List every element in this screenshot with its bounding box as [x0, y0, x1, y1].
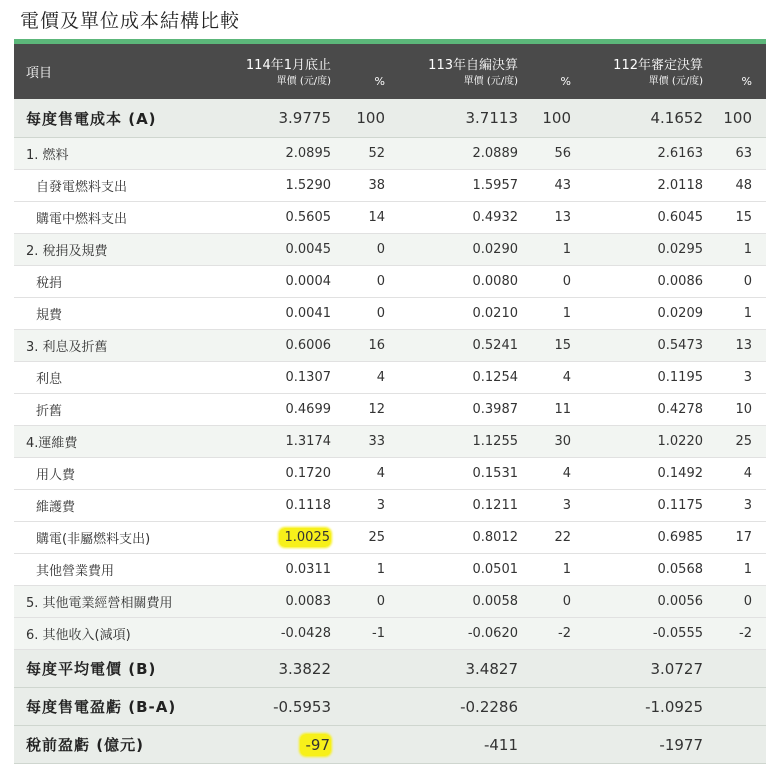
row-value-col3: 0.1195: [585, 362, 715, 394]
row-value-col3: 0.5473: [585, 330, 715, 362]
row-value-col3: 2.6163: [585, 138, 715, 170]
header-col3: [585, 44, 715, 99]
table-row: [14, 586, 766, 618]
row-value-col2: -411: [399, 726, 530, 764]
table-row: [14, 266, 766, 298]
row-pct-col1: -1: [343, 618, 399, 650]
row-pct-col1: 3: [343, 490, 399, 522]
row-value-col1: 0.0083: [221, 586, 343, 618]
row-label: 2. 稅捐及規費: [14, 234, 221, 266]
row-label: 維護費: [14, 490, 221, 522]
row-pct-col2: 15: [530, 330, 585, 362]
row-pct-col2: 13: [530, 202, 585, 234]
row-value-col1: 0.1118: [221, 490, 343, 522]
row-pct-col1: [343, 650, 399, 688]
row-pct-col2: [530, 688, 585, 726]
row-pct-col1: 33: [343, 426, 399, 458]
row-pct-col3: 100: [715, 99, 766, 138]
row-value-col2: 3.4827: [399, 650, 530, 688]
table-row: [14, 234, 766, 266]
header-col1-period: 114年1月底止: [245, 58, 331, 73]
row-pct-col2: 0: [530, 586, 585, 618]
row-pct-col2: -2: [530, 618, 585, 650]
row-pct-col1: 25: [343, 522, 399, 554]
row-value-col3: 0.1175: [585, 490, 715, 522]
row-value-col2: 2.0889: [399, 138, 530, 170]
row-pct-col3: 3: [715, 362, 766, 394]
row-pct-col3: 48: [715, 170, 766, 202]
row-value-col3: 0.0056: [585, 586, 715, 618]
row-pct-col1: [343, 726, 399, 764]
row-pct-col2: 0: [530, 266, 585, 298]
row-pct-col1: 0: [343, 266, 399, 298]
row-value-col3: 0.4278: [585, 394, 715, 426]
row-value-col3: 1.0220: [585, 426, 715, 458]
row-pct-col2: 1: [530, 234, 585, 266]
row-value-col1: 0.4699: [221, 394, 343, 426]
row-pct-col3: 13: [715, 330, 766, 362]
row-value-col2: 1.1255: [399, 426, 530, 458]
row-value-col1: 0.0041: [221, 298, 343, 330]
header-col1-unit: 單價 (元/度): [276, 76, 331, 87]
row-value-col2: 0.0210: [399, 298, 530, 330]
table-row: [14, 170, 766, 202]
row-pct-col2: 1: [530, 554, 585, 586]
row-label: 稅捐: [14, 266, 221, 298]
row-label: 自發電燃料支出: [14, 170, 221, 202]
row-pct-col1: 0: [343, 234, 399, 266]
header-item: 項目: [14, 44, 221, 99]
row-label: 5. 其他電業經營相關費用: [14, 586, 221, 618]
row-value-col3: 3.0727: [585, 650, 715, 688]
row-pct-col3: 3: [715, 490, 766, 522]
row-value-col1: 0.0045: [221, 234, 343, 266]
row-pct-col2: 4: [530, 458, 585, 490]
row-value-col3: 0.0295: [585, 234, 715, 266]
row-pct-col2: 43: [530, 170, 585, 202]
row-pct-col1: 0: [343, 298, 399, 330]
row-label: 每度售電盈虧 (B-A): [14, 688, 221, 726]
row-label: 購電(非屬燃料支出): [14, 522, 221, 554]
table-row: [14, 490, 766, 522]
row-value-col1: 0.0311: [221, 554, 343, 586]
row-pct-col3: 0: [715, 586, 766, 618]
row-pct-col1: 1: [343, 554, 399, 586]
table-row: [14, 202, 766, 234]
table-row: [14, 99, 766, 138]
header-col3-unit: 單價 (元/度): [648, 76, 703, 87]
row-pct-col2: 100: [530, 99, 585, 138]
row-value-col2: 0.4932: [399, 202, 530, 234]
row-value-col2: 0.0501: [399, 554, 530, 586]
header-col2: [399, 44, 530, 99]
row-pct-col2: [530, 726, 585, 764]
row-pct-col3: 0: [715, 266, 766, 298]
row-value-col2: 0.0058: [399, 586, 530, 618]
row-label: 1. 燃料: [14, 138, 221, 170]
row-value-col3: 0.1492: [585, 458, 715, 490]
row-value-col3: 0.6045: [585, 202, 715, 234]
table-row: [14, 362, 766, 394]
row-value-col1: 3.3822: [221, 650, 343, 688]
row-pct-col2: [530, 650, 585, 688]
row-label: 3. 利息及折舊: [14, 330, 221, 362]
row-value-col1: 0.5605: [221, 202, 343, 234]
row-value-col2: 0.0290: [399, 234, 530, 266]
row-value-col3: -1.0925: [585, 688, 715, 726]
row-pct-col1: [343, 688, 399, 726]
row-pct-col3: 63: [715, 138, 766, 170]
header-col1: [221, 44, 343, 99]
highlighted-value: 1.0025: [279, 528, 332, 547]
row-value-col1: 2.0895: [221, 138, 343, 170]
row-value-col2: 3.7113: [399, 99, 530, 138]
row-pct-col3: 10: [715, 394, 766, 426]
row-value-col2: 0.1211: [399, 490, 530, 522]
row-value-col2: 0.0080: [399, 266, 530, 298]
row-value-col1: [221, 726, 343, 764]
row-pct-col2: 1: [530, 298, 585, 330]
row-pct-col2: 11: [530, 394, 585, 426]
row-pct-col1: 4: [343, 458, 399, 490]
row-label: 6. 其他收入(減項): [14, 618, 221, 650]
row-label: 每度平均電價 (B): [14, 650, 221, 688]
header-col2-period: 113年自編決算: [428, 58, 518, 73]
row-value-col3: 0.0086: [585, 266, 715, 298]
row-value-col2: 0.1531: [399, 458, 530, 490]
row-value-col3: 0.0209: [585, 298, 715, 330]
row-pct-col2: 56: [530, 138, 585, 170]
header-pct2: %: [530, 44, 585, 99]
header-pct1: %: [343, 44, 399, 99]
row-pct-col1: 38: [343, 170, 399, 202]
row-label: 4.運維費: [14, 426, 221, 458]
row-pct-col3: 4: [715, 458, 766, 490]
row-value-col1: -0.5953: [221, 688, 343, 726]
table-row: [14, 458, 766, 490]
row-value-col1: 1.3174: [221, 426, 343, 458]
row-pct-col3: 17: [715, 522, 766, 554]
table-header-row: [14, 44, 766, 99]
row-pct-col3: 15: [715, 202, 766, 234]
row-value-col1: 1.5290: [221, 170, 343, 202]
row-pct-col2: 30: [530, 426, 585, 458]
row-label: 規費: [14, 298, 221, 330]
row-pct-col2: 22: [530, 522, 585, 554]
row-value-col1: 0.1307: [221, 362, 343, 394]
table-row: [14, 726, 766, 764]
row-label: 購電中燃料支出: [14, 202, 221, 234]
header-col2-unit: 單價 (元/度): [463, 76, 518, 87]
row-value-col1: 0.1720: [221, 458, 343, 490]
row-pct-col1: 52: [343, 138, 399, 170]
row-pct-col1: 14: [343, 202, 399, 234]
table-row: [14, 138, 766, 170]
table-row: [14, 650, 766, 688]
row-value-col2: 0.1254: [399, 362, 530, 394]
row-label: 稅前盈虧 (億元): [14, 726, 221, 764]
row-value-col1: 0.6006: [221, 330, 343, 362]
row-value-col2: 0.3987: [399, 394, 530, 426]
table-row: [14, 394, 766, 426]
row-pct-col3: 25: [715, 426, 766, 458]
highlighted-value: -97: [300, 734, 332, 756]
row-label: 用人費: [14, 458, 221, 490]
table-row: [14, 298, 766, 330]
row-value-col1: [221, 522, 343, 554]
row-value-col3: 0.0568: [585, 554, 715, 586]
row-pct-col3: [715, 688, 766, 726]
table-row: [14, 554, 766, 586]
row-value-col3: -0.0555: [585, 618, 715, 650]
table-row: [14, 522, 766, 554]
row-value-col2: 1.5957: [399, 170, 530, 202]
row-pct-col3: [715, 726, 766, 764]
row-pct-col1: 12: [343, 394, 399, 426]
cost-table-container: [14, 39, 766, 764]
table-row: [14, 426, 766, 458]
header-col3-period: 112年審定決算: [613, 58, 703, 73]
row-label: 利息: [14, 362, 221, 394]
row-value-col1: -0.0428: [221, 618, 343, 650]
row-value-col2: 0.8012: [399, 522, 530, 554]
row-value-col3: 4.1652: [585, 99, 715, 138]
header-pct3: %: [715, 44, 766, 99]
row-value-col1: 0.0004: [221, 266, 343, 298]
row-pct-col2: 3: [530, 490, 585, 522]
table-row: [14, 330, 766, 362]
row-pct-col3: -2: [715, 618, 766, 650]
row-value-col1: 3.9775: [221, 99, 343, 138]
row-value-col2: -0.0620: [399, 618, 530, 650]
row-label: 每度售電成本 (A): [14, 99, 221, 138]
row-pct-col2: 4: [530, 362, 585, 394]
row-value-col3: 2.0118: [585, 170, 715, 202]
row-pct-col3: [715, 650, 766, 688]
row-pct-col1: 16: [343, 330, 399, 362]
row-label: 其他營業費用: [14, 554, 221, 586]
row-pct-col3: 1: [715, 234, 766, 266]
row-value-col3: 0.6985: [585, 522, 715, 554]
row-pct-col1: 4: [343, 362, 399, 394]
row-value-col3: -1977: [585, 726, 715, 764]
row-pct-col1: 0: [343, 586, 399, 618]
row-label: 折舊: [14, 394, 221, 426]
row-pct-col3: 1: [715, 554, 766, 586]
table-row: [14, 618, 766, 650]
page-title: 電價及單位成本結構比較: [20, 10, 241, 32]
row-pct-col3: 1: [715, 298, 766, 330]
row-value-col2: -0.2286: [399, 688, 530, 726]
cost-structure-table: [14, 44, 766, 764]
row-pct-col1: 100: [343, 99, 399, 138]
row-value-col2: 0.5241: [399, 330, 530, 362]
table-row: [14, 688, 766, 726]
